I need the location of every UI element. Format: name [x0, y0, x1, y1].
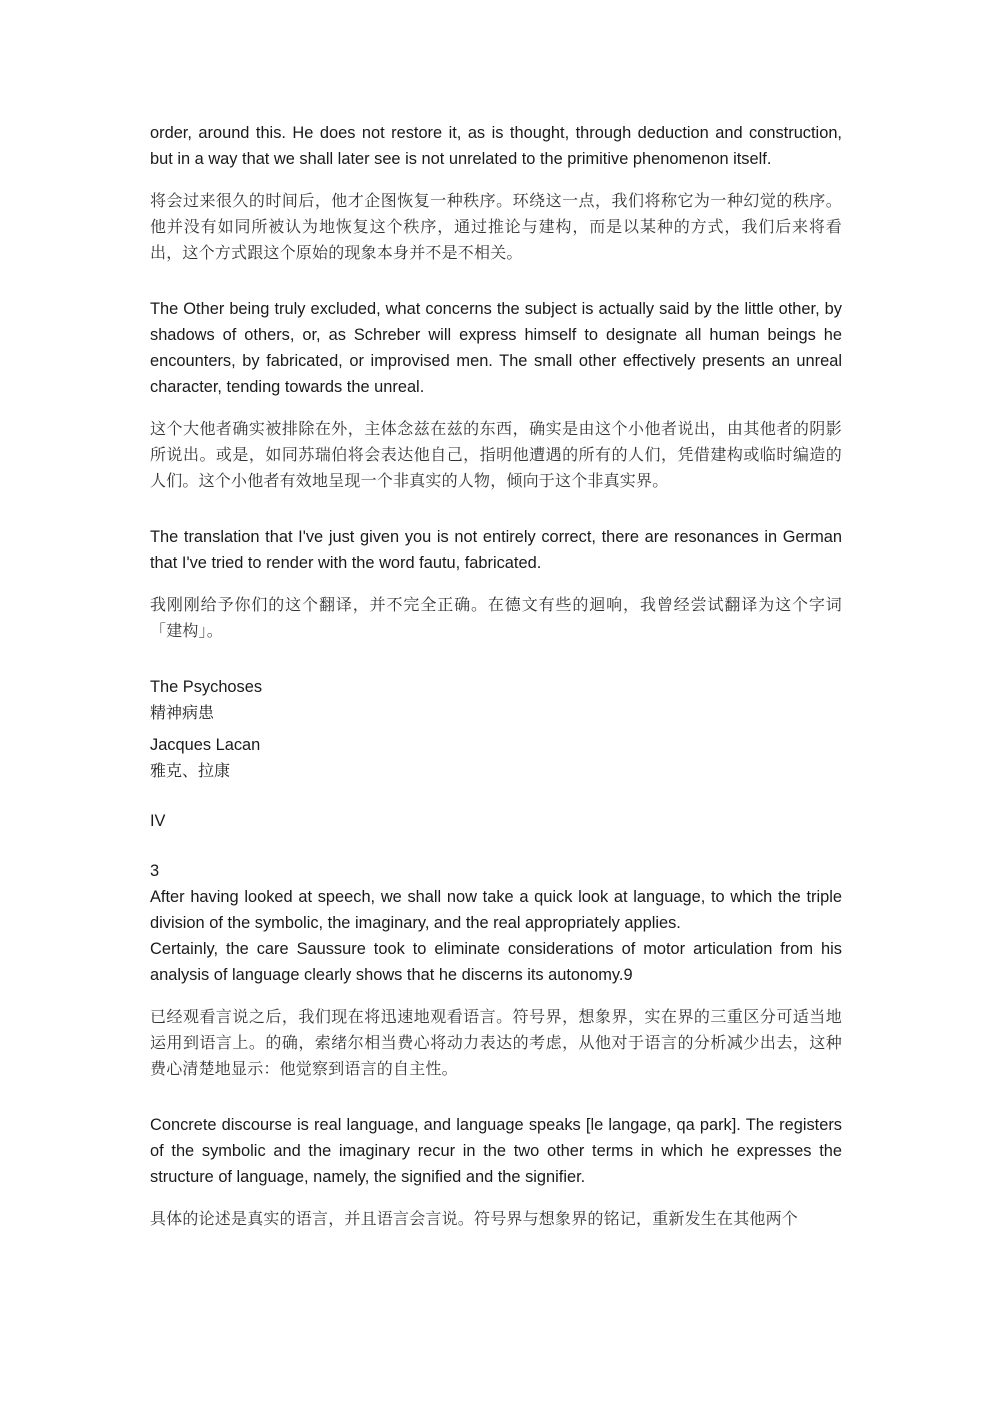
- book-title-en: The Psychoses: [150, 678, 263, 696]
- paragraph-en-4b: Certainly, the care Saussure took to eliminate considerations of motor articulation from his analysis of language clearly shows that he discerns its autonomy.9: [150, 940, 842, 984]
- paragraph-zh-2: 这个大他者确实被排除在外，主体念兹在兹的东西，确实是由这个小他者说出，由其他者的阴影所说出。或是，如同苏瑞伯将会表达他自己，指明他遭遇的所有的人们，凭借建构或临时编造的人们。这个小他者有效地呈现一个非真实的人物，倾向于这个非真实界。: [150, 419, 842, 490]
- paragraph-en-1: order, around this. He does not restore it, as is thought, through deduction and construction, but in a way that we shall later see is not unrelated to the primitive phenomenon itself.: [150, 124, 842, 168]
- paragraph-en-2: The Other being truly excluded, what concerns the subject is actually said by the little other, by shadows of others, or, as Schreber will express himself to designate all human beings he encounters, by fabricated, or improvised men. The small other effectively presents an unreal character, tending towards the unreal.: [150, 300, 842, 396]
- paragraph-en-3: The translation that I've just given you is not entirely correct, there are resonances in German that I've tried to render with the word fautu, fabricated.: [150, 528, 842, 572]
- author-zh: 雅克、拉康: [150, 761, 231, 780]
- paragraph-en-4a: After having looked at speech, we shall now take a quick look at language, to which the triple division of the symbolic, the imaginary, and the real appropriately applies.: [150, 888, 842, 932]
- paragraph-en-5: Concrete discourse is real language, and language speaks [le langage, qa park]. The registers of the symbolic and the imaginary recur in the two other terms in which he expresses the structure of language, namely, the signified and the signifier.: [150, 1116, 842, 1186]
- paragraph-zh-1: 将会过来很久的时间后，他才企图恢复一种秩序。环绕这一点，我们将称它为一种幻觉的秩序。他并没有如同所被认为地恢复这个秩序，通过推论与建构，而是以某种的方式，我们后来将看出，这个方式跟这个原始的现象本身并不是不相关。: [150, 191, 842, 262]
- paragraph-zh-4: 已经观看言说之后，我们现在将迅速地观看语言。符号界，想象界，实在界的三重区分可适当地运用到语言上。的确，索绪尔相当费心将动力表达的考虑，从他对于语言的分析减少出去，这种费心清楚地显示：他觉察到语言的自主性。: [150, 1007, 842, 1078]
- paragraph-zh-3: 我刚刚给予你们的这个翻译，并不完全正确。在德文有些的迴响，我曾经尝试翻译为这个字词「建构」。: [150, 595, 842, 640]
- document-page: [150, 120, 842, 1232]
- part-number: IV: [150, 812, 166, 830]
- author-en: Jacques Lacan: [150, 736, 261, 754]
- chapter-number: 3: [150, 862, 160, 880]
- paragraph-zh-5: 具体的论述是真实的语言，并且语言会言说。符号界与想象界的铭记，重新发生在其他两个: [150, 1209, 799, 1228]
- book-title-zh: 精神病患: [150, 703, 215, 722]
